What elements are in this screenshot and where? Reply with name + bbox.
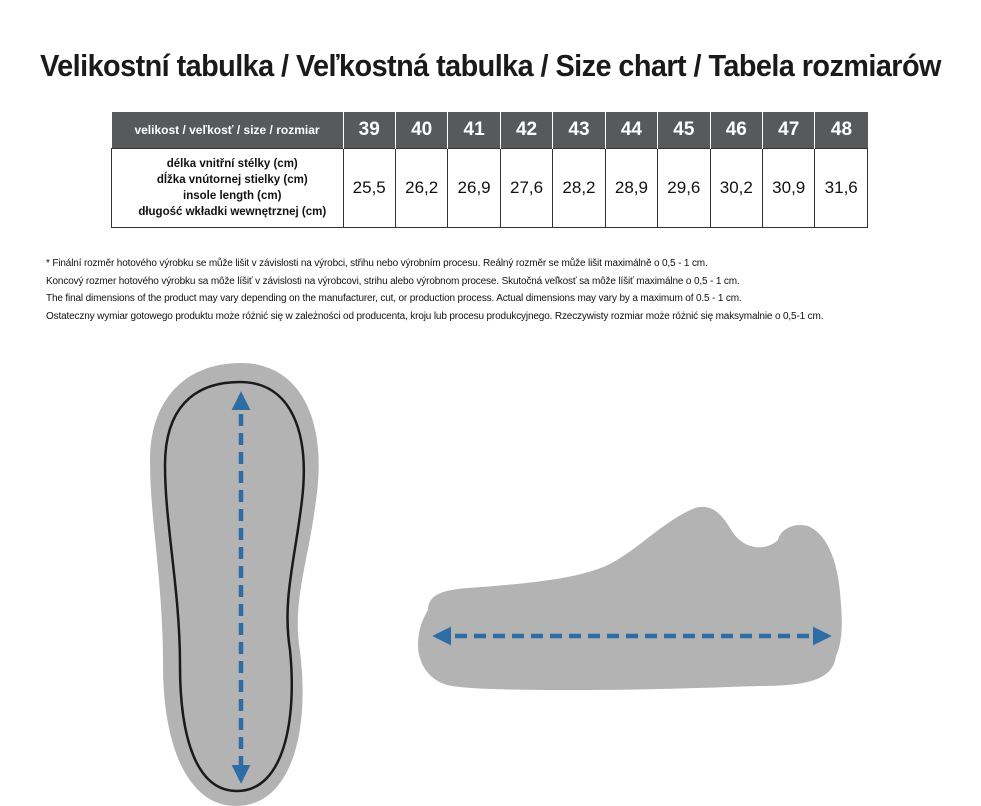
- size-header-label: velikost / veľkosť / size / rozmiar: [112, 112, 344, 149]
- length-cell: 26,2: [395, 149, 447, 228]
- size-header-cell: 41: [448, 112, 500, 149]
- size-header-cell: 42: [500, 112, 552, 149]
- length-cell: 30,9: [763, 149, 815, 228]
- size-header-cell: 45: [658, 112, 710, 149]
- length-cell: 26,9: [448, 149, 500, 228]
- size-header-cell: 44: [605, 112, 657, 149]
- row-label-line: długość wkładki wewnętrznej (cm): [138, 206, 327, 218]
- shoe-silhouette-icon: [418, 507, 842, 690]
- length-cell: 27,6: [500, 149, 552, 228]
- length-cell: 30,2: [710, 149, 762, 228]
- size-header-cell: 40: [395, 112, 447, 149]
- size-header-cell: 43: [553, 112, 605, 149]
- length-cell: 31,6: [815, 149, 868, 228]
- length-cell: 28,9: [605, 149, 657, 228]
- length-cell: 28,2: [553, 149, 605, 228]
- disclaimer-sk: Koncový rozmer hotového výrobku sa môže líšiť v závislosti na výrobcovi, strihu alebo výrobnom procese. Skutočná veľkosť sa môže líšiť maximálne o 0,5 - 1 cm.: [46, 275, 740, 287]
- length-cell: 25,5: [343, 149, 395, 228]
- disclaimer-en: The final dimensions of the product may vary depending on the manufacturer, cut, or production process. Actual dimensions may vary by a maximum of 0.5 - 1 cm.: [46, 293, 742, 304]
- length-cell: 29,6: [658, 149, 710, 228]
- row-label-line: insole length (cm): [183, 190, 282, 202]
- row-label-line: délka vnitřní stélky (cm): [166, 158, 298, 170]
- size-header-cell: 46: [710, 112, 762, 149]
- size-header-cell: 48: [815, 112, 868, 149]
- size-header-cell: 39: [343, 112, 395, 149]
- disclaimer-cs: * Finální rozměr hotového výrobku se může lišit v závislosti na výrobci, střihu nebo výrobním procesu. Reálný rozměr se může lišit maximálně o 0,5 - 1 cm.: [46, 258, 708, 269]
- disclaimer-pl: Ostateczny wymiar gotowego produktu może różnić się w zależności od producenta, kroju lub procesu produkcyjnego. Rzeczywisty rozmiar może różnić się maksymalnie o 0,5-1 cm.: [46, 310, 824, 322]
- size-header-cell: 47: [763, 112, 815, 149]
- row-label-line: dĺžka vnútornej stielky (cm): [156, 174, 308, 186]
- page-title: Velikostní tabulka / Veľkostná tabulka / Size chart / Tabela rozmiarów: [40, 48, 941, 83]
